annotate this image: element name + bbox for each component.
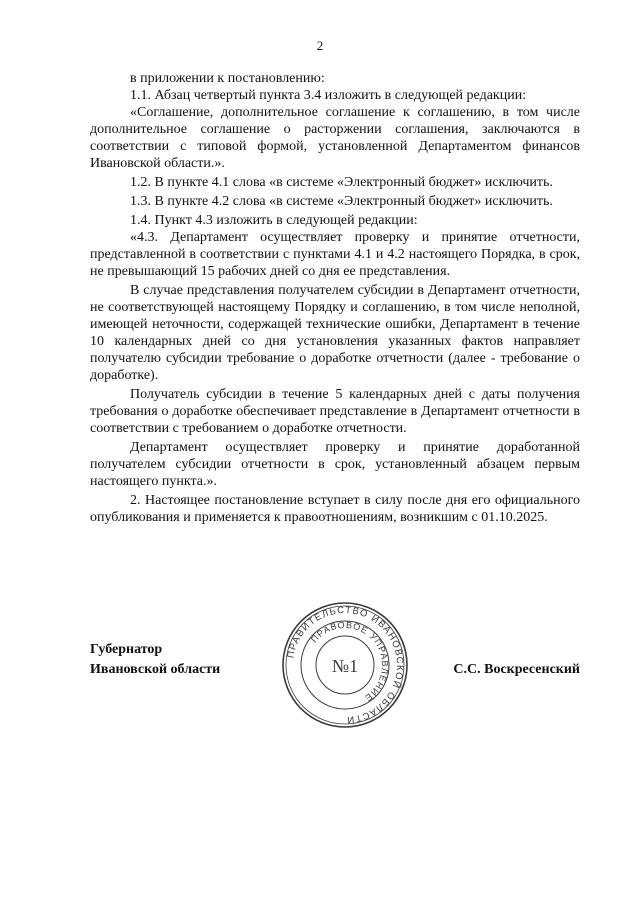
paragraph-report-noncompliance: В случае представления получателем субсидии в Департамент отчетности, не соответствующей настоящему Порядку и соглашению, в том числе неполной, имеющей неточности, содержащей технические ошибки, Департамент в течение 10 календарных дней со дня установления указанных фактов направляет получателю субсидии требование о доработке отчетности (далее - требование о доработке). bbox=[90, 283, 580, 383]
paragraph-item-1-2: 1.2. В пункте 4.1 слова «в системе «Электронный бюджет» исключить. bbox=[130, 175, 553, 190]
paragraph-effective-date: 2. Настоящее постановление вступает в силу после дня его официального опубликования и применяется к правоотношениям, возникшим с 01.10.2025. bbox=[90, 493, 580, 525]
signatory-position-line1: Губернатор bbox=[90, 642, 163, 657]
paragraph-point-4-3: «4.3. Департамент осуществляет проверку и принятие отчетности, представленной в соответствии с пунктами 4.1 и 4.2 настоящего Порядка, в срок, не превышающий 15 рабочих дней со дня ее представления. bbox=[90, 230, 580, 279]
page-number: 2 bbox=[316, 38, 324, 53]
paragraph-department-check: Департамент осуществляет проверку и принятие доработанной получателем субсидии отчетности в срок, установленный абзацем первым настоящего пункта.». bbox=[90, 440, 580, 489]
official-stamp bbox=[280, 600, 410, 730]
signature-block bbox=[90, 604, 580, 770]
signatory-name: С.С. Воскресенский bbox=[453, 662, 580, 677]
paragraph-item-1-1: 1.1. Абзац четвертый пункта 3.4 изложить в следующей редакции: bbox=[130, 88, 527, 103]
paragraph-intro: в приложении к постановлению: bbox=[130, 71, 325, 86]
stamp-seal-icon bbox=[280, 600, 410, 730]
document-body bbox=[90, 70, 580, 526]
stamp-center-number: №1 bbox=[331, 656, 359, 676]
stamp-outer-text: ПРАВИТЕЛЬСТВО ИВАНОВСКОЙ ОБЛАСТИ bbox=[285, 604, 406, 726]
paragraph-item-1-4: 1.4. Пункт 4.3 изложить в следующей редакции: bbox=[130, 213, 418, 228]
paragraph-item-1-3: 1.3. В пункте 4.2 слова «в системе «Электронный бюджет» исключить. bbox=[130, 194, 553, 209]
paragraph-agreement-quote: «Соглашение, дополнительное соглашение к соглашению, в том числе дополнительное соглашение о расторжении соглашения, заключаются в соответствии с типовой формой, установленной Департаментом финансов Ивановской области.». bbox=[90, 105, 580, 171]
paragraph-recipient-revision: Получатель субсидии в течение 5 календарных дней с даты получения требования о доработке обеспечивает представление в Департамент отчетности в соответствии с требованием о доработке отчетности. bbox=[90, 387, 580, 436]
stamp-inner-text: ПРАВОВОЕ УПРАВЛЕНИЕ bbox=[308, 619, 391, 704]
signatory-position-line2: Ивановской области bbox=[90, 662, 221, 677]
signatory-position bbox=[90, 640, 220, 680]
